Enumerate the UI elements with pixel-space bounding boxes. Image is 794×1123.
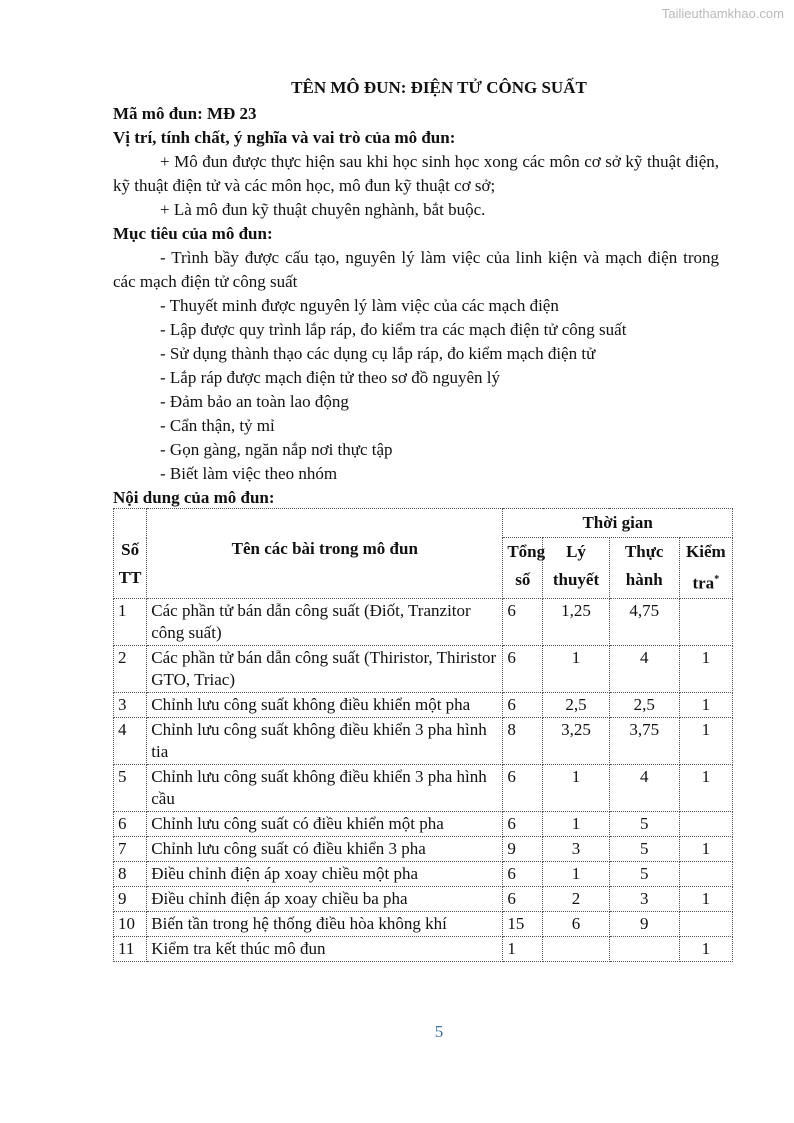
- total-hours: 15: [503, 911, 543, 936]
- exam-hours: 1: [679, 645, 732, 692]
- exam-hours: 1: [679, 836, 732, 861]
- header-total: Tổng số: [503, 538, 543, 599]
- table-row: [114, 861, 733, 886]
- objective-item: - Cẩn thận, tỷ mỉ: [160, 416, 275, 435]
- exam-hours: 1: [679, 764, 732, 811]
- row-number: 4: [114, 717, 147, 764]
- total-hours: 6: [503, 764, 543, 811]
- objectives-heading: Mục tiêu của mô đun:: [113, 224, 273, 243]
- table-row: [114, 764, 733, 811]
- theory-hours: 3: [543, 836, 610, 861]
- objective-item: - Biết làm việc theo nhóm: [160, 464, 338, 483]
- theory-hours: 1: [543, 764, 610, 811]
- theory-hours: 1: [543, 645, 610, 692]
- lesson-name: Các phần tử bán dẫn công suất (Thiristor, Thiristor GTO, Triac): [147, 645, 503, 692]
- exam-hours: 1: [679, 717, 732, 764]
- theory-hours: 3,25: [543, 717, 610, 764]
- practice-hours: 5: [609, 811, 679, 836]
- lesson-name: Biến tần trong hệ thống điều hòa không khí: [147, 911, 503, 936]
- objective-item: - Lập được quy trình lắp ráp, đo kiểm tra các mạch điện tử công suất: [160, 320, 627, 339]
- theory-hours: [543, 936, 610, 961]
- total-hours: 6: [503, 598, 543, 645]
- lesson-name: Chỉnh lưu công suất không điều khiển 3 pha hình cầu: [147, 764, 503, 811]
- table-body: [114, 598, 733, 961]
- total-hours: 8: [503, 717, 543, 764]
- table-row: [114, 811, 733, 836]
- objective-item: - Trình bầy được cấu tạo, nguyên lý làm việc của linh kiện và mạch điện trong các mạch điện tử công suất: [113, 248, 719, 291]
- theory-hours: 1: [543, 811, 610, 836]
- practice-hours: 4: [609, 645, 679, 692]
- exam-hours: [679, 811, 732, 836]
- exam-hours: [679, 911, 732, 936]
- exam-hours: [679, 861, 732, 886]
- row-number: 5: [114, 764, 147, 811]
- exam-footnote-mark: *: [714, 574, 720, 585]
- header-stt: Số TT: [114, 509, 147, 599]
- header-practice: Thực hành: [609, 538, 679, 599]
- total-hours: 6: [503, 692, 543, 717]
- header-lesson-name: Tên các bài trong mô đun: [147, 509, 503, 599]
- total-hours: 6: [503, 645, 543, 692]
- theory-hours: 6: [543, 911, 610, 936]
- module-code: Mã mô đun: MĐ 23: [113, 104, 257, 123]
- row-number: 7: [114, 836, 147, 861]
- practice-hours: 9: [609, 911, 679, 936]
- lesson-name: Các phần tử bán dẫn công suất (Điốt, Tranzitor công suất): [147, 598, 503, 645]
- row-number: 3: [114, 692, 147, 717]
- practice-hours: 3,75: [609, 717, 679, 764]
- table-row: [114, 717, 733, 764]
- practice-hours: 2,5: [609, 692, 679, 717]
- table-row: [114, 936, 733, 961]
- lesson-name: Chỉnh lưu công suất không điều khiển 3 pha hình tia: [147, 717, 503, 764]
- objective-item: - Lắp ráp được mạch điện tử theo sơ đồ nguyên lý: [160, 368, 500, 387]
- table-row: [114, 598, 733, 645]
- objective-item: - Gọn gàng, ngăn nắp nơi thực tập: [160, 440, 393, 459]
- practice-hours: 5: [609, 861, 679, 886]
- row-number: 11: [114, 936, 147, 961]
- row-number: 2: [114, 645, 147, 692]
- objective-item: - Đảm bảo an toàn lao động: [160, 392, 349, 411]
- theory-hours: 2,5: [543, 692, 610, 717]
- watermark: Tailieuthamkhao.com: [661, 6, 784, 21]
- header-theory: Lý thuyết: [543, 538, 610, 599]
- lesson-name: Chỉnh lưu công suất có điều khiển 3 pha: [147, 836, 503, 861]
- exam-hours: 1: [679, 692, 732, 717]
- theory-hours: 1,25: [543, 598, 610, 645]
- lesson-name: Chỉnh lưu công suất không điều khiển một pha: [147, 692, 503, 717]
- lesson-name: Điều chỉnh điện áp xoay chiều một pha: [147, 861, 503, 886]
- theory-hours: 2: [543, 886, 610, 911]
- lesson-name: Điều chỉnh điện áp xoay chiều ba pha: [147, 886, 503, 911]
- row-number: 1: [114, 598, 147, 645]
- practice-hours: 4,75: [609, 598, 679, 645]
- curriculum-table: [113, 508, 733, 962]
- table-row: [114, 836, 733, 861]
- page-title: TÊN MÔ ĐUN: ĐIỆN TỬ CÔNG SUẤT: [291, 78, 587, 97]
- header-exam: Kiểm tra*: [679, 538, 732, 599]
- practice-hours: 5: [609, 836, 679, 861]
- practice-hours: 3: [609, 886, 679, 911]
- total-hours: 6: [503, 811, 543, 836]
- lesson-name: Chỉnh lưu công suất có điều khiển một pha: [147, 811, 503, 836]
- row-number: 10: [114, 911, 147, 936]
- exam-hours: 1: [679, 886, 732, 911]
- practice-hours: [609, 936, 679, 961]
- position-heading: Vị trí, tính chất, ý nghĩa và vai trò của mô đun:: [113, 128, 456, 147]
- header-time: Thời gian: [503, 509, 733, 538]
- table-row: [114, 645, 733, 692]
- table-row: [114, 886, 733, 911]
- total-hours: 6: [503, 886, 543, 911]
- exam-hours: 1: [679, 936, 732, 961]
- total-hours: 9: [503, 836, 543, 861]
- page-number: 5: [434, 1022, 444, 1041]
- objective-item: - Sử dụng thành thạo các dụng cụ lắp ráp, đo kiểm mạch điện tử: [160, 344, 596, 363]
- position-item: + Mô đun được thực hiện sau khi học sinh học xong các môn cơ sở kỹ thuật điện, kỹ thuật điện tử và các môn học, mô đun kỹ thuật cơ sở;: [113, 152, 719, 195]
- table-row: [114, 692, 733, 717]
- total-hours: 1: [503, 936, 543, 961]
- row-number: 8: [114, 861, 147, 886]
- exam-hours: [679, 598, 732, 645]
- position-item: + Là mô đun kỹ thuật chuyên nghành, bắt buộc.: [160, 200, 486, 219]
- objective-item: - Thuyết minh được nguyên lý làm việc của các mạch điện: [160, 296, 559, 315]
- total-hours: 6: [503, 861, 543, 886]
- theory-hours: 1: [543, 861, 610, 886]
- content-heading: Nội dung của mô đun:: [113, 488, 275, 507]
- practice-hours: 4: [609, 764, 679, 811]
- row-number: 9: [114, 886, 147, 911]
- lesson-name: Kiểm tra kết thúc mô đun: [147, 936, 503, 961]
- row-number: 6: [114, 811, 147, 836]
- document-body: [113, 102, 719, 510]
- table-row: [114, 911, 733, 936]
